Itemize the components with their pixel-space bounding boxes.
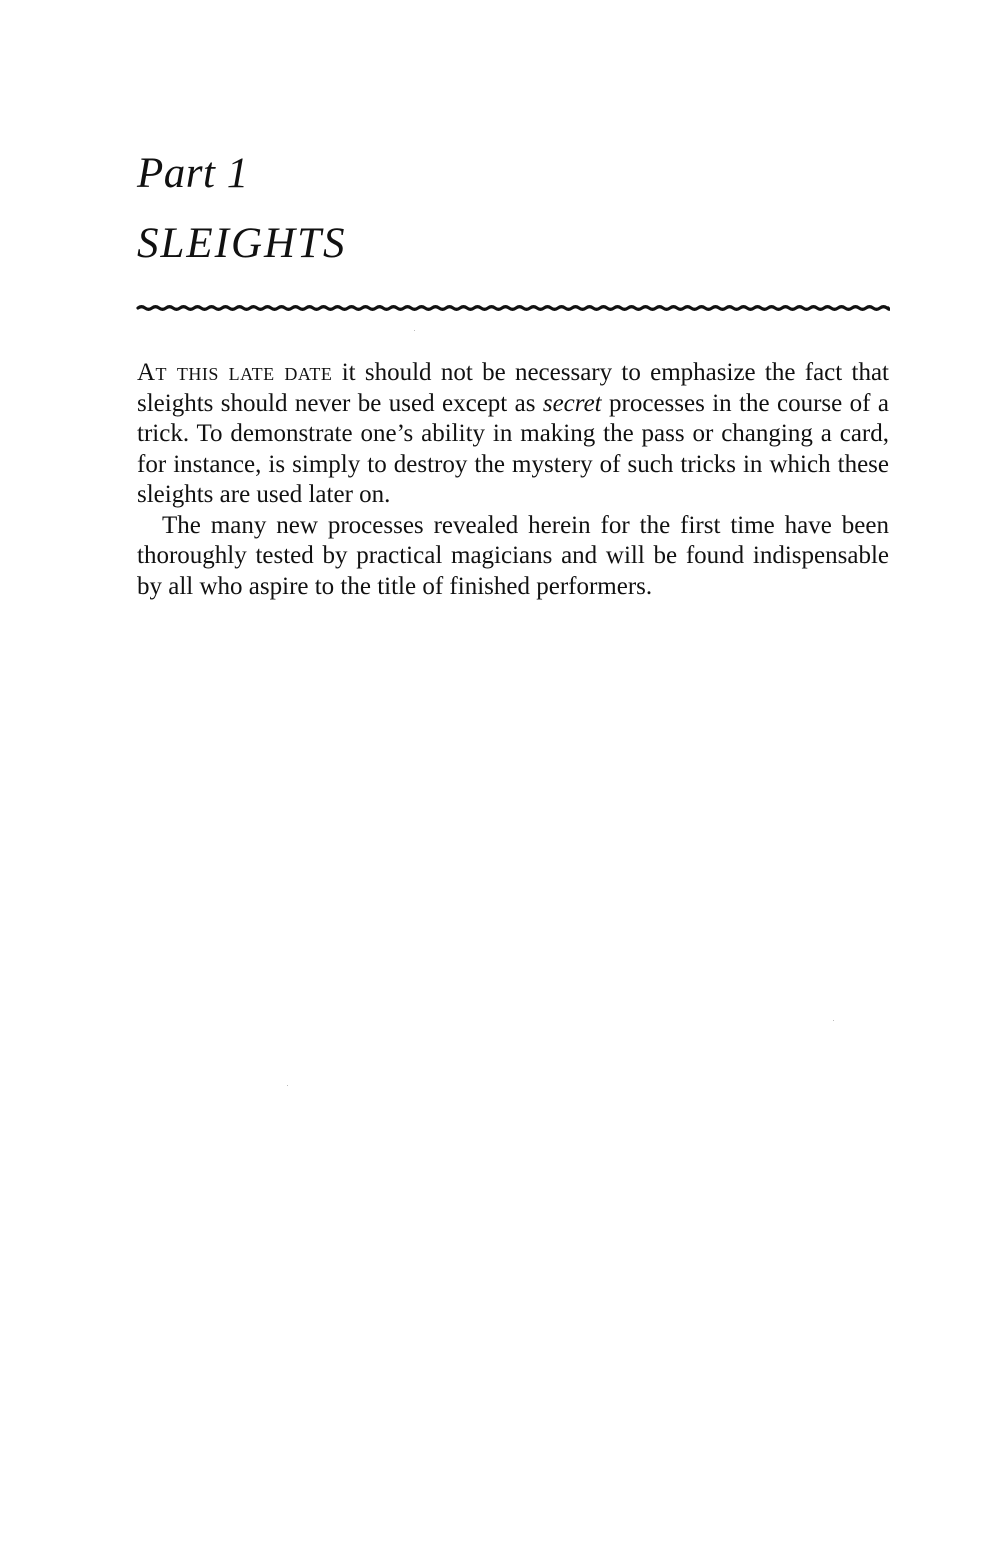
paragraph-1-text-a: it should not be necessary to emphasize the fact that sleights should never be used except as: [137, 359, 889, 417]
decorative-wavy-rule: [136, 302, 890, 314]
paragraph-2: The many new processes revealed herein for the first time have been thoroughly tested by practical magicians and will be found indispensable by all who aspire to the title of finished performers.: [137, 511, 889, 600]
paragraph-1-text-b: processes in the course of a trick. To demonstrate one’s ability in making the pass or changing a card, for instance, is simply to destroy the mystery of such tricks in which these sleights are used later on.: [137, 389, 889, 508]
section-title: SLEIGHTS: [137, 220, 347, 267]
part-heading: Part 1: [137, 150, 249, 197]
paragraph-lead-smallcaps: At this late date: [137, 359, 333, 386]
emphasis-secret: secret: [542, 389, 602, 417]
body-text: [137, 358, 889, 602]
scan-speck: [833, 1020, 834, 1021]
paragraph-1: [137, 358, 889, 511]
scan-speck: [414, 330, 415, 331]
scan-speck: [287, 1085, 288, 1086]
